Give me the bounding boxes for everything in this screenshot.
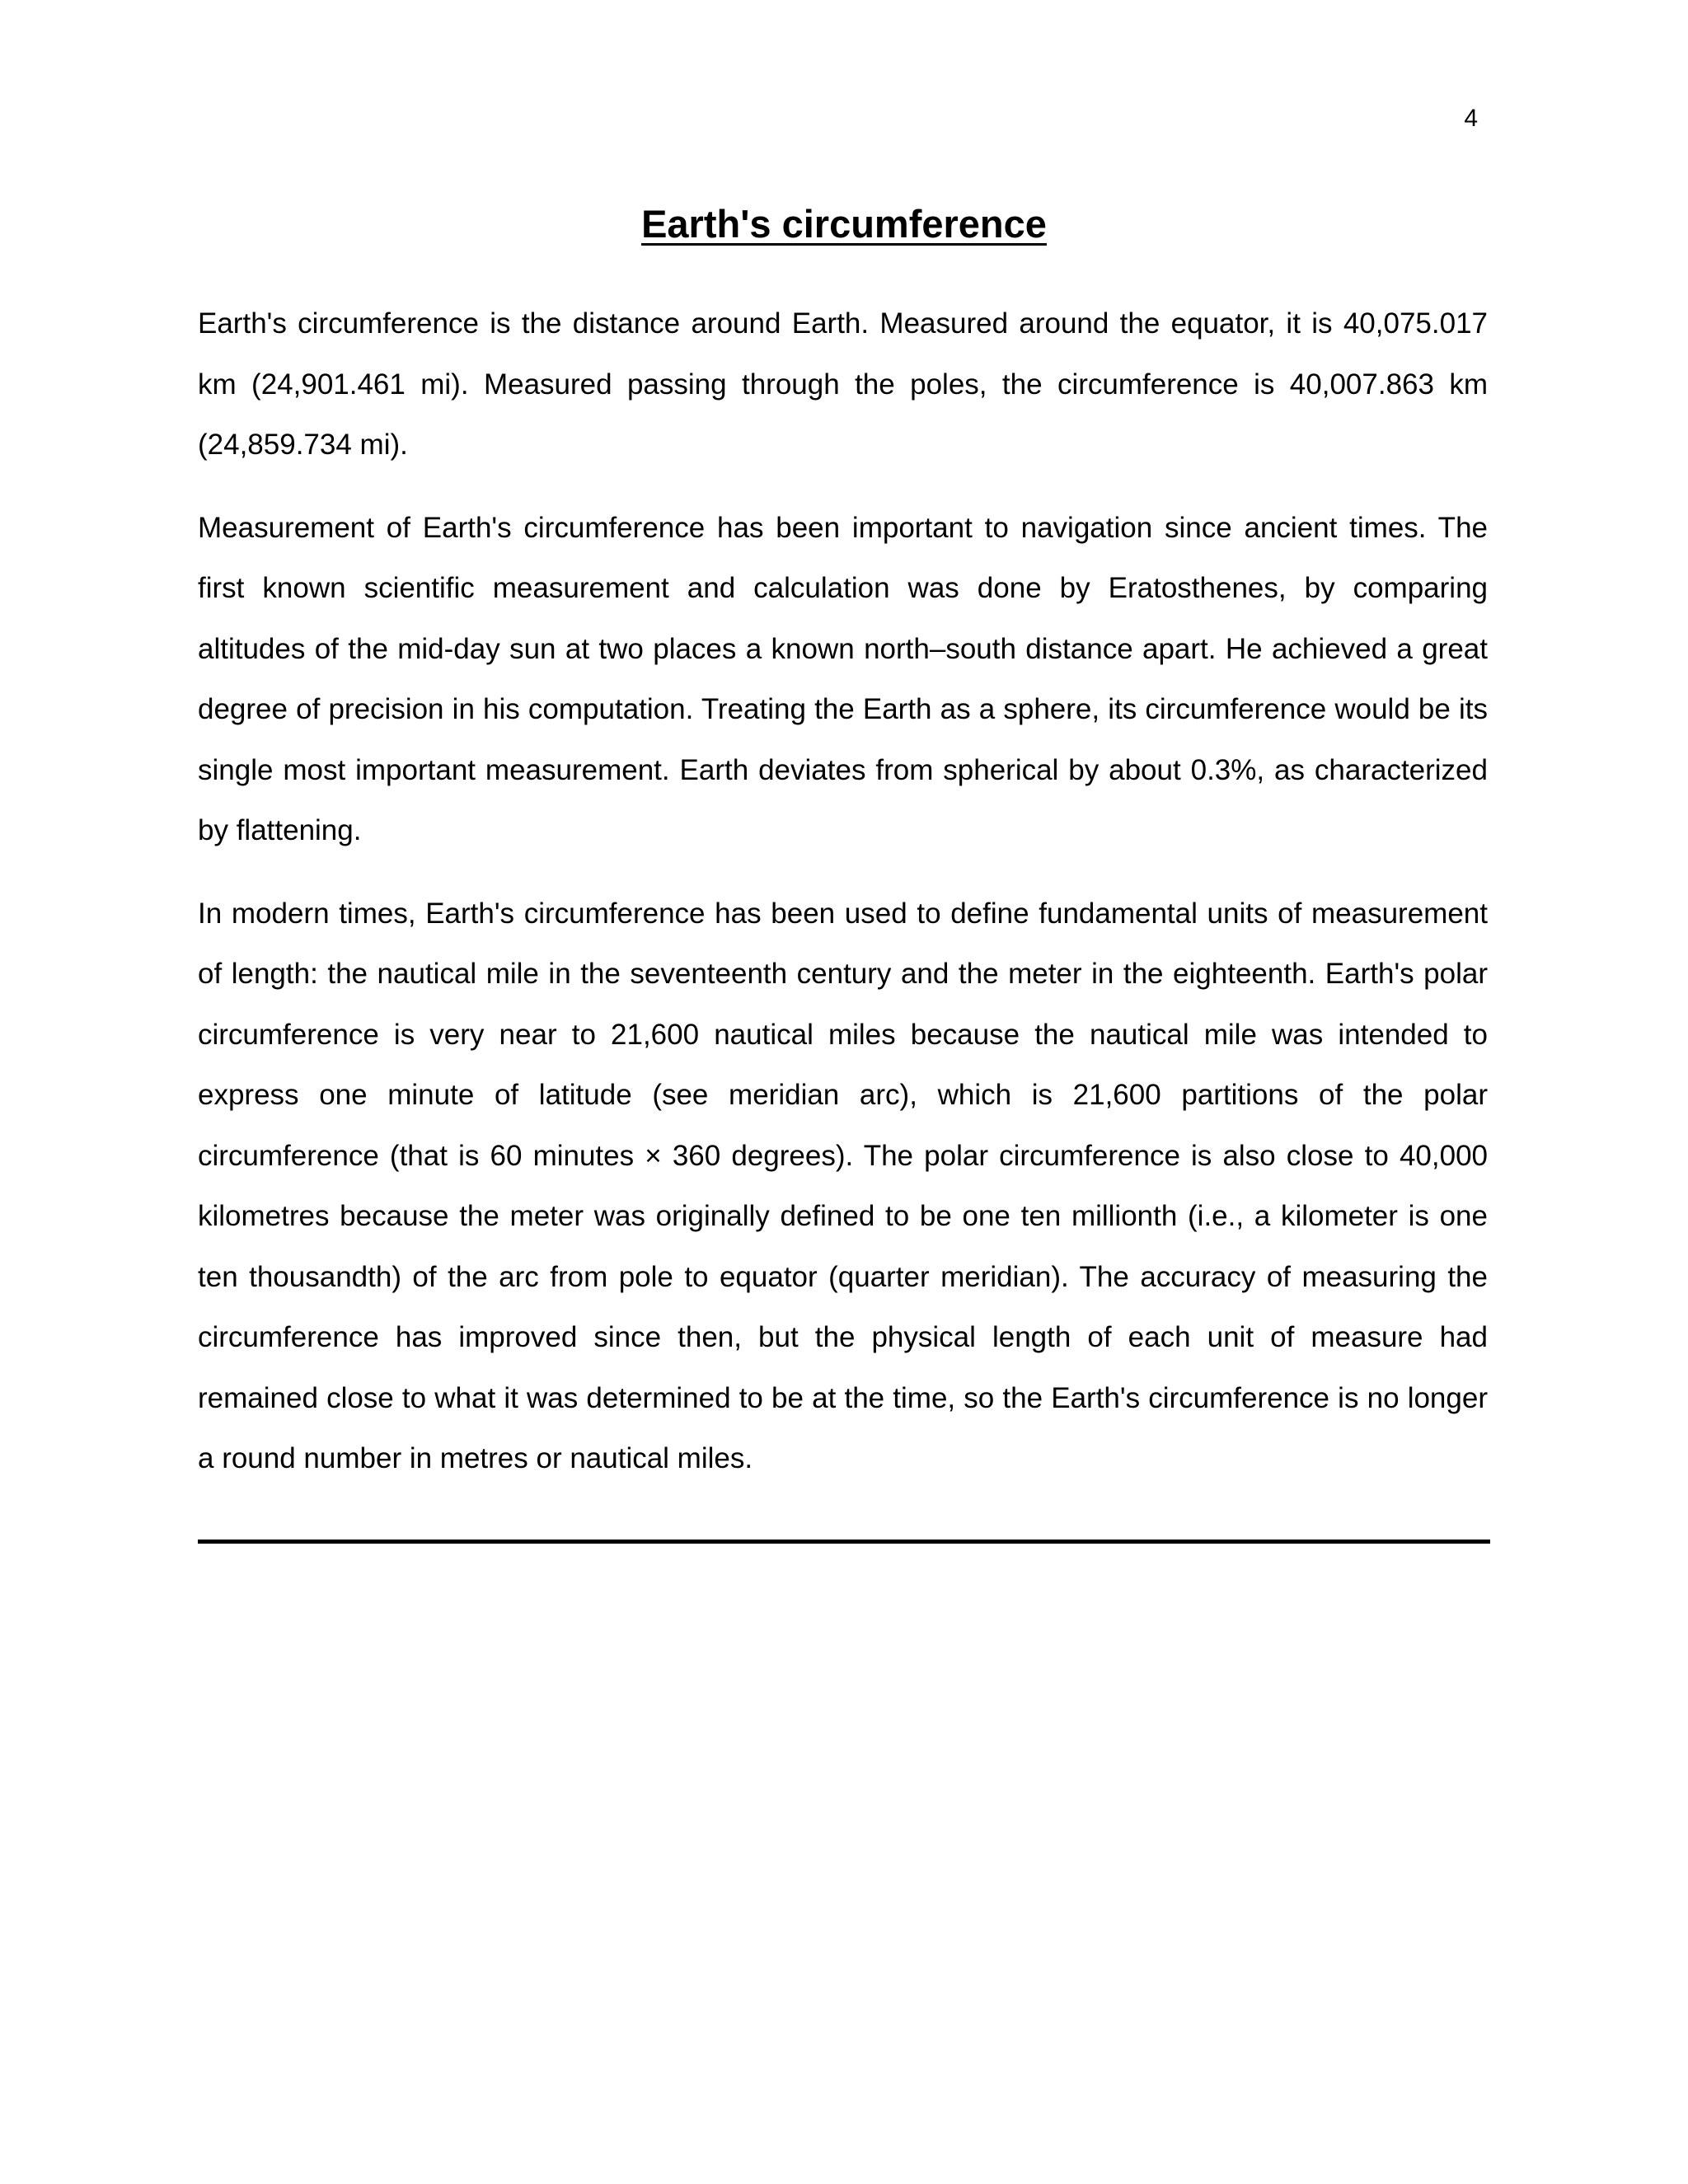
section-divider <box>198 1540 1490 1544</box>
page-number: 4 <box>1464 105 1478 132</box>
body-text <box>198 293 1488 1489</box>
paragraph-history: Measurement of Earth's circumference has been important to navigation since ancient times. The first known scientific measurement and calculation was done by Eratosthenes, by comparing altitudes of the mid-day sun at two places a known north–south distance apart. He achieved a great degree of precision in his computation. Treating the Earth as a sphere, its circumference would be its single most important measurement. Earth deviates from spherical by about 0.3%, as characterized by flattening. <box>198 511 1488 846</box>
paragraph-units: In modern times, Earth's circumference has been used to define fundamental units of measurement of length: the nautical mile in the seventeenth century and the meter in the eighteenth. Earth's polar circumference is very near to 21,600 nautical miles because the nautical mile was intended to express one minute of latitude (see meridian arc), which is 21,600 partitions of the polar circumference (that is 60 minutes × 360 degrees). The polar circumference is also close to 40,000 kilometres because the meter was originally defined to be one ten millionth (i.e., a kilometer is one ten thousandth) of the arc from pole to equator (quarter meridian). The accuracy of measuring the circumference has improved since then, but the physical length of each unit of measure had remained close to what it was determined to be at the time, so the Earth's circumference is no longer a round number in metres or nautical miles. <box>198 897 1488 1474</box>
paragraph-definition: Earth's circumference is the distance around Earth. Measured around the equator, it is 40,075.017 km (24,901.461 mi). Measured passing through the poles, the circumference is 40,007.863 km (24,859.734 mi). <box>198 307 1488 461</box>
page-title: Earth's circumference <box>641 202 1047 246</box>
